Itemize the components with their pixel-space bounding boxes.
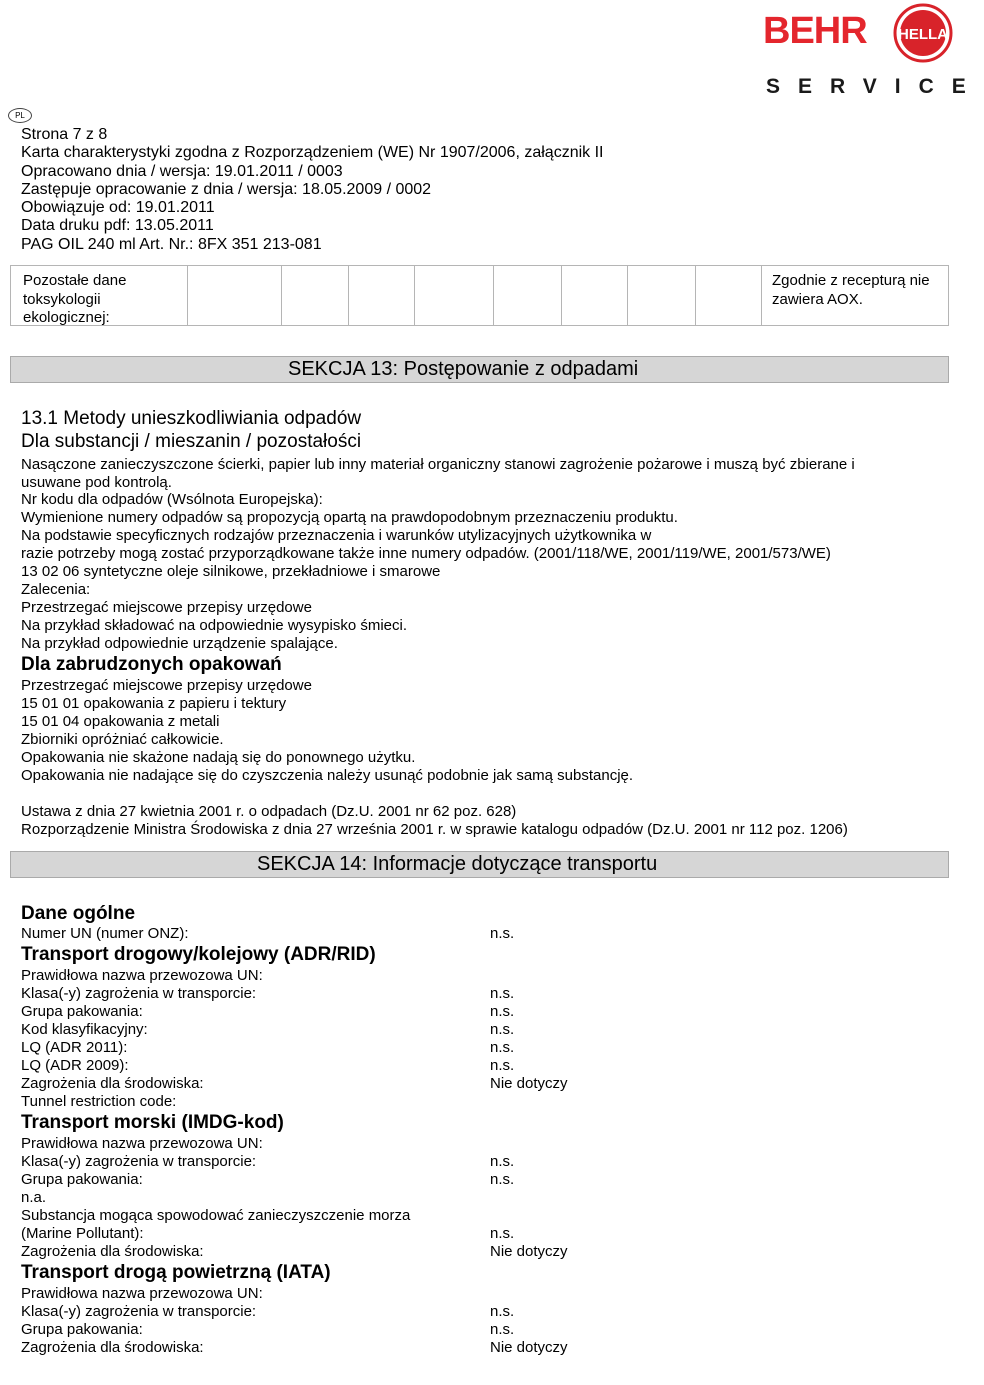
heading-iata: Transport drogą powietrzną (IATA) <box>21 1262 331 1283</box>
section-13-header <box>10 356 949 383</box>
text-line: Opakowania nie nadające się do czyszczenia należy usunąć podobnie jak samą substancję. <box>21 767 634 784</box>
eco-label-line: toksykologii <box>23 290 101 308</box>
table-divider <box>348 266 349 325</box>
imdg-label: Prawidłowa nazwa przewozowa UN: <box>21 1135 263 1152</box>
text-line: Nasączone zanieczyszczone ścierki, papier lub inny materiał organiczny stanowi zagrożenie pożarowe i muszą być zbierane i <box>21 456 855 473</box>
text-line: Zalecenia: <box>21 581 91 598</box>
print-date: Data druku pdf: 13.05.2011 <box>21 217 214 235</box>
eco-label <box>23 272 126 328</box>
valid-from: Obowiązuje od: 19.01.2011 <box>21 199 215 217</box>
law-reference: Rozporządzenie Ministra Środowiska z dnia 27 września 2001 r. w sprawie katalogu odpadów (Dz.U. 2001 nr 112 poz. 1206) <box>21 821 848 838</box>
table-divider <box>281 266 282 325</box>
iata-value: n.s. <box>490 1303 515 1320</box>
service-logo-text: SERVICE <box>766 75 984 98</box>
eco-label-line: ekologicznej: <box>23 309 110 326</box>
adr-label: Kod klasyfikacyjny: <box>21 1021 148 1038</box>
imdg-value: Nie dotyczy <box>490 1243 568 1260</box>
text-line: usuwane pod kontrolą. <box>21 474 172 491</box>
heading-adr: Transport drogowy/kolejowy (ADR/RID) <box>21 944 376 965</box>
adr-label: Zagrożenia dla środowiska: <box>21 1075 204 1092</box>
document-header <box>21 126 603 254</box>
replaces-version: Zastępuje opracowanie z dnia / wersja: 18.05.2009 / 0002 <box>21 180 432 198</box>
adr-label: Prawidłowa nazwa przewozowa UN: <box>21 967 263 984</box>
text-line: Opakowania nie skażone nadają się do ponownego użytku. <box>21 749 416 766</box>
iata-label: Prawidłowa nazwa przewozowa UN: <box>21 1285 263 1302</box>
adr-value: n.s. <box>490 985 515 1002</box>
adr-label: LQ (ADR 2011): <box>21 1039 128 1056</box>
imdg-label: Klasa(-y) zagrożenia w transporcie: <box>21 1153 257 1170</box>
prepared-date: Opracowano dnia / wersja: 19.01.2011 / 0003 <box>21 162 343 180</box>
section-13-title: SEKCJA 13: Postępowanie z odpadami <box>288 358 639 380</box>
adr-label: LQ (ADR 2009): <box>21 1057 129 1074</box>
language-badge: PL <box>8 108 32 123</box>
imdg-label: n.a. <box>21 1189 47 1206</box>
imdg-label: Substancja mogąca spowodować zanieczyszczenie morza <box>21 1207 411 1224</box>
heading-substances: Dla substancji / mieszanin / pozostałości <box>21 431 362 452</box>
document-title: Karta charakterystyki zgodna z Rozporządzeniem (WE) Nr 1907/2006, załącznik II <box>21 144 604 162</box>
text-line: Na przykład odpowiednie urządzenie spalające. <box>21 635 338 652</box>
law-reference: Ustawa z dnia 27 kwietnia 2001 r. o odpadach (Dz.U. 2001 nr 62 poz. 628) <box>21 803 517 820</box>
eco-label-line: Pozostałe dane <box>23 272 127 289</box>
product-name: PAG OIL 240 ml Art. Nr.: 8FX 351 213-081 <box>21 235 322 253</box>
text-line: 13 02 06 syntetyczne oleje silnikowe, przekładniowe i smarowe <box>21 563 441 580</box>
imdg-label: (Marine Pollutant): <box>21 1225 144 1242</box>
iata-value: Nie dotyczy <box>490 1339 568 1356</box>
text-line: Na przykład składować na odpowiednie wysypisko śmieci. <box>21 617 408 634</box>
hella-logo-text: HELLA <box>898 26 948 43</box>
table-divider <box>695 266 696 325</box>
text-line: 15 01 04 opakowania z metali <box>21 713 220 730</box>
imdg-value: n.s. <box>490 1171 515 1188</box>
text-line: 15 01 01 opakowania z papieru i tektury <box>21 695 287 712</box>
adr-value: n.s. <box>490 1057 515 1074</box>
heading-general-data: Dane ogólne <box>21 903 136 924</box>
adr-value: Nie dotyczy <box>490 1075 568 1092</box>
table-divider <box>414 266 415 325</box>
text-line: razie potrzeby mogą zostać przyporządkowane także inne numery odpadów. (2001/118/WE, 2001/119/WE, 2001/573/WE) <box>21 545 831 562</box>
imdg-label: Zagrożenia dla środowiska: <box>21 1243 204 1260</box>
un-number-value: n.s. <box>490 925 515 942</box>
eco-value-line: zawiera AOX. <box>772 290 863 308</box>
adr-label: Grupa pakowania: <box>21 1003 143 1020</box>
table-divider <box>627 266 628 325</box>
imdg-value: n.s. <box>490 1153 515 1170</box>
text-line: Na podstawie specyficznych rodzajów przeznaczenia i warunków utylizacyjnych użytkownika w <box>21 527 652 544</box>
hella-logo <box>893 3 953 63</box>
text-line: Przestrzegać miejscowe przepisy urzędowe <box>21 677 312 694</box>
adr-label: Tunnel restriction code: <box>21 1093 177 1110</box>
adr-value: n.s. <box>490 1021 515 1038</box>
iata-label: Klasa(-y) zagrożenia w transporcie: <box>21 1303 257 1320</box>
eco-data-table <box>10 265 949 326</box>
heading-packaging: Dla zabrudzonych opakowań <box>21 654 282 675</box>
text-line: Zbiorniki opróżniać całkowicie. <box>21 731 224 748</box>
iata-label: Zagrożenia dla środowiska: <box>21 1339 204 1356</box>
table-divider <box>761 266 762 325</box>
un-number-label: Numer UN (numer ONZ): <box>21 925 189 942</box>
heading-disposal-methods: 13.1 Metody unieszkodliwiania odpadów <box>21 408 362 429</box>
adr-value: n.s. <box>490 1039 515 1056</box>
text-line: Nr kodu dla odpadów (Wsólnota Europejska): <box>21 491 323 508</box>
table-divider <box>493 266 494 325</box>
adr-value: n.s. <box>490 1003 515 1020</box>
iata-label: Grupa pakowania: <box>21 1321 143 1338</box>
behr-logo: BEHR <box>763 10 867 52</box>
text-line: Przestrzegać miejscowe przepisy urzędowe <box>21 599 312 616</box>
page-number: Strona 7 z 8 <box>21 126 108 143</box>
eco-value <box>772 272 930 309</box>
section-14-header <box>10 851 949 878</box>
table-divider <box>187 266 188 325</box>
adr-label: Klasa(-y) zagrożenia w transporcie: <box>21 985 257 1002</box>
section-14-title: SEKCJA 14: Informacje dotyczące transportu <box>257 853 658 875</box>
heading-imdg: Transport morski (IMDG-kod) <box>21 1112 284 1133</box>
text-line: Wymienione numery odpadów są propozycją opartą na prawdopodobnym przeznaczeniu produktu. <box>21 509 678 526</box>
iata-value: n.s. <box>490 1321 515 1338</box>
eco-value-line: Zgodnie z recepturą nie <box>772 272 930 289</box>
table-divider <box>561 266 562 325</box>
imdg-label: Grupa pakowania: <box>21 1171 143 1188</box>
imdg-value: n.s. <box>490 1225 515 1242</box>
